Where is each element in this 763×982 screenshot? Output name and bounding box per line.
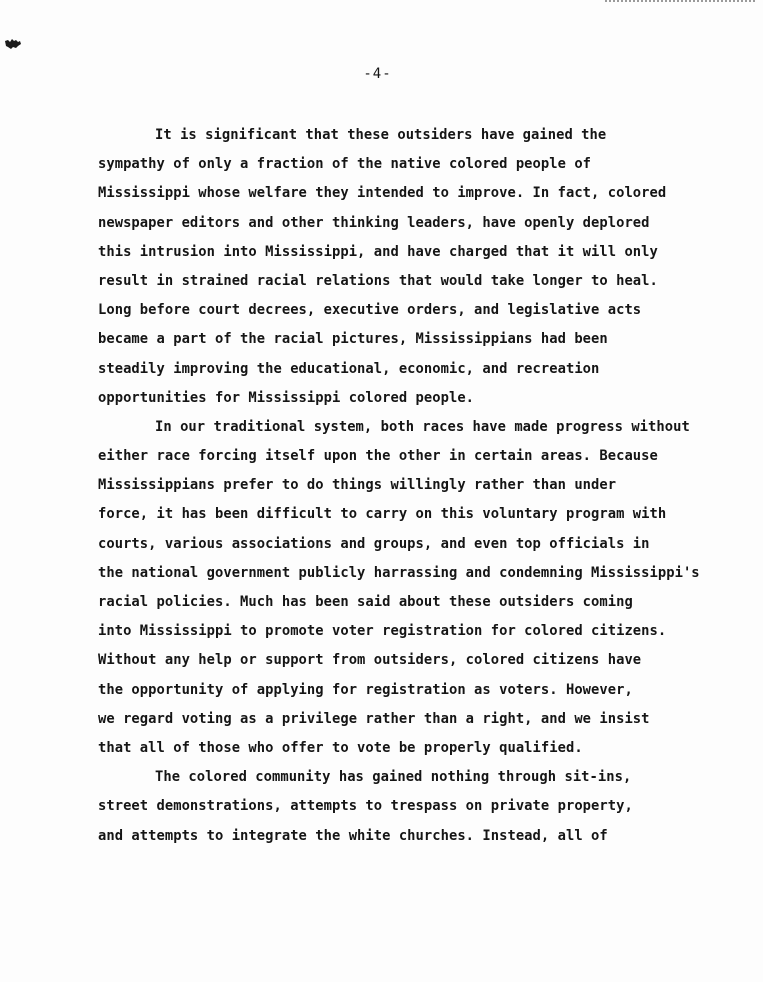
text-line: racial policies. Much has been said about these outsiders coming — [98, 594, 633, 610]
body-text — [98, 121, 738, 851]
text-line: sympathy of only a fraction of the native colored people of — [98, 156, 592, 173]
text-line: into Mississippi to promote voter registration for colored citizens. — [98, 623, 667, 640]
text-line: Mississippians prefer to do things willingly rather than under — [98, 477, 617, 494]
text-line: steadily improving the educational, economic, and recreation — [98, 360, 600, 377]
text-line: In our traditional system, both races have made progress without — [155, 418, 690, 435]
text-line: the opportunity of applying for registration as voters. However, — [98, 681, 633, 698]
text-line: It is significant that these outsiders have gained the — [155, 127, 607, 143]
text-line: this intrusion into Mississippi, and have charged that it will only — [98, 243, 658, 260]
text-line: Mississippi whose welfare they intended to improve. In fact, colored — [98, 185, 667, 202]
text-line: street demonstrations, attempts to trespass on private property, — [98, 798, 633, 815]
text-line: The colored community has gained nothing through sit-ins, — [155, 769, 632, 786]
page-number: -4- — [363, 66, 392, 82]
text-line: either race forcing itself upon the other in certain areas. Because — [98, 448, 658, 465]
paragraph-3 — [98, 763, 738, 851]
text-line: the national government publicly harrassing and condemning Mississippi's — [98, 564, 700, 581]
text-line: that all of those who offer to vote be properly qualified. — [98, 739, 583, 756]
text-line: Without any help or support from outsiders, colored citizens have — [98, 652, 642, 669]
text-line: force, it has been difficult to carry on this voluntary program with — [98, 506, 667, 523]
paragraph-1 — [98, 121, 738, 413]
paragraph-2 — [98, 413, 738, 763]
text-line: opportunities for Mississippi colored people. — [98, 389, 475, 406]
text-line: courts, various associations and groups, and even top officials in — [98, 535, 650, 552]
text-line: result in strained racial relations that would take longer to heal. — [98, 272, 658, 289]
text-line: newspaper editors and other thinking leaders, have openly deplored — [98, 214, 650, 231]
text-line: and attempts to integrate the white churches. Instead, all of — [98, 827, 608, 844]
text-line: we regard voting as a privilege rather than a right, and we insist — [98, 710, 650, 727]
text-line: became a part of the racial pictures, Mississippians had been — [98, 331, 608, 348]
text-line: Long before court decrees, executive orders, and legislative acts — [98, 302, 642, 319]
ink-smudge — [4, 38, 22, 50]
page-edge-dots — [605, 0, 755, 6]
